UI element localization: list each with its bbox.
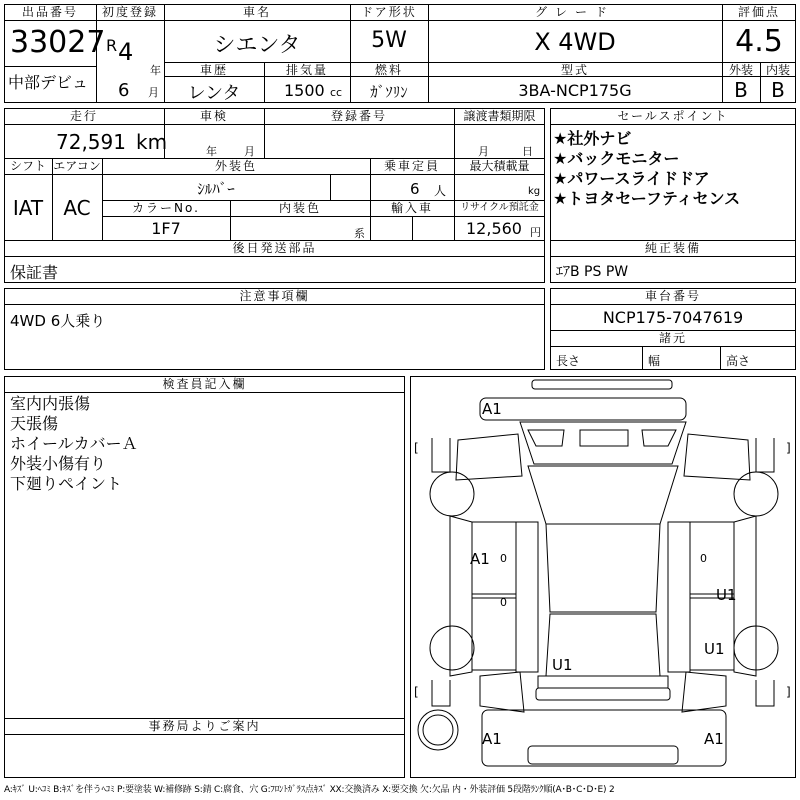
transfer-deadline-label: 譲渡書類期限 — [463, 109, 536, 123]
inspector-label: 検査員記入欄 — [162, 377, 247, 391]
mark-rear-right: A1 — [704, 730, 724, 748]
displacement: 1500 — [284, 81, 325, 100]
mark-right-rear: U1 — [716, 586, 737, 604]
displacement-unit: cc — [330, 86, 343, 99]
shift-label: シフト — [9, 159, 46, 173]
zero-mark: 0 — [700, 552, 707, 565]
grade-label: グレード — [534, 5, 615, 19]
front-bumper — [480, 398, 686, 420]
sales-points-label: セールスポイント — [617, 109, 729, 123]
svg-text:]: ] — [786, 441, 791, 455]
car-name-label: 車名 — [242, 5, 271, 19]
era: R — [106, 36, 118, 55]
notes: 4WD 6人乗り — [10, 312, 106, 330]
color-number-label: カラーNo. — [132, 201, 200, 215]
left-rear-door — [472, 598, 516, 670]
notes-label: 注意事項欄 — [239, 289, 310, 303]
zero-mark: 0 — [500, 596, 507, 609]
inspector-note: 外装小傷有り — [10, 454, 107, 473]
inspection-label: 車検 — [199, 109, 228, 123]
registration-month: 6 — [118, 80, 130, 101]
hood — [520, 422, 686, 464]
interior-grade: B — [771, 78, 785, 102]
width-label: 幅 — [648, 354, 661, 368]
history: レンタ — [187, 83, 241, 104]
recycle-deposit: 12,560 — [466, 219, 522, 238]
recycle-deposit-unit: 円 — [530, 226, 541, 239]
model-code: 3BA-NCP175G — [518, 81, 632, 100]
inspector-note: ホイールカバーＡ — [10, 434, 138, 453]
door-type-label: ドア形状 — [361, 5, 417, 19]
registration-year: 4 — [118, 38, 134, 66]
rear-lower-bar — [482, 710, 726, 766]
mark-front: A1 — [482, 400, 502, 418]
recycle-deposit-label: リサイクル預託金 — [460, 202, 539, 213]
mileage-label: 走行 — [69, 109, 98, 123]
office-info-label: 事務局よりご案内 — [148, 719, 261, 733]
ac: AC — [63, 196, 91, 220]
score-label: 評価点 — [737, 5, 780, 19]
lot-number: 33027 — [10, 25, 106, 60]
spare-tire — [418, 710, 458, 750]
specs-label: 諸元 — [658, 331, 687, 345]
exterior-grade: B — [734, 78, 748, 102]
debut-label: 中部デビュ — [8, 73, 89, 92]
model-code-label: 型式 — [560, 63, 589, 77]
fuel: ｶﾞｿﾘﾝ — [370, 83, 408, 101]
roof — [546, 524, 660, 612]
svg-text:[: [ — [414, 441, 419, 455]
sales-point: ★社外ナビ — [553, 129, 632, 148]
door-type: 5W — [371, 28, 407, 53]
history-label: 車歴 — [199, 63, 228, 77]
mileage-unit: km — [136, 130, 168, 154]
displacement-label: 排気量 — [285, 63, 328, 77]
mark-right-rear-lower: U1 — [704, 640, 725, 658]
year-unit: 年 — [150, 64, 161, 77]
interior-color-label: 内装色 — [278, 201, 321, 215]
lot-number-label: 出品番号 — [21, 5, 78, 19]
transfer-day-unit: 日 — [522, 145, 533, 158]
mark-left-side: A1 — [470, 550, 490, 568]
exterior-color: ｼﾙﾊﾞｰ — [197, 180, 235, 198]
exterior-label: 外装 — [728, 63, 753, 77]
inspection-year-unit: 年 — [206, 145, 217, 158]
front-bumper-top — [532, 380, 672, 389]
sales-point: ★パワースライドドア — [553, 169, 710, 188]
sales-point: ★バックモニター — [553, 149, 680, 168]
mileage: 72,591 — [56, 130, 126, 154]
mark-roof: U1 — [552, 656, 573, 674]
shift: IAT — [12, 196, 44, 220]
back-door — [538, 676, 668, 688]
sales-points-list — [553, 129, 793, 209]
inspection-month-unit: 月 — [244, 145, 255, 158]
chassis-number-label: 車台番号 — [644, 289, 701, 303]
length-label: 長さ — [556, 354, 581, 368]
rear-fender-right — [682, 672, 726, 712]
mark-rear-left: A1 — [482, 730, 502, 748]
inspector-notes — [10, 394, 390, 494]
rear-fender-left — [480, 672, 524, 712]
capacity-label: 乗車定員 — [383, 159, 440, 173]
later-parts-label: 後日発送部品 — [232, 241, 317, 255]
inspector-note: 天張傷 — [10, 414, 59, 433]
right-front-door — [690, 522, 734, 594]
registration-number-label: 登録番号 — [330, 109, 387, 123]
interior-color-unit: 系 — [354, 227, 365, 240]
capacity: 6 — [410, 180, 420, 198]
front-tire-left — [430, 472, 474, 516]
svg-text:]: ] — [786, 685, 791, 699]
vehicle-diagram — [410, 376, 796, 778]
front-fender-left — [456, 434, 522, 480]
right-rear-door — [690, 598, 734, 670]
car-name: シエンタ — [213, 33, 301, 58]
max-load-label: 最大積載量 — [469, 159, 530, 173]
rear-bumper — [536, 688, 670, 700]
import-car-label: 輸入車 — [390, 201, 433, 215]
svg-text:[: [ — [414, 685, 419, 699]
exterior-color-label: 外装色 — [214, 159, 257, 173]
month-unit: 月 — [148, 86, 159, 99]
front-tire-right — [734, 472, 778, 516]
inspector-note: 室内内張傷 — [10, 394, 91, 413]
later-parts: 保証書 — [10, 263, 59, 282]
first-registration-label: 初度登録 — [101, 5, 158, 19]
color-number: 1F7 — [151, 219, 181, 238]
interior-label: 内装 — [765, 63, 790, 77]
height-label: 高さ — [726, 354, 751, 368]
transfer-month-unit: 月 — [478, 145, 489, 158]
rear-tire-left — [430, 626, 474, 670]
genuine-equipment-label: 純正装備 — [644, 241, 701, 255]
capacity-unit: 人 — [434, 184, 447, 198]
sales-point: ★トヨタセーフティセンス — [553, 189, 741, 208]
fuel-label: 燃料 — [374, 63, 403, 77]
windshield — [528, 466, 678, 524]
chassis-number: NCP175-7047619 — [602, 308, 744, 327]
front-fender-right — [684, 434, 750, 480]
max-load-unit: kg — [528, 186, 541, 197]
ac-label: エアコン — [53, 159, 101, 173]
genuine-equipment: ｴｱB PS PW — [556, 264, 629, 280]
inspector-note: 下廻りペイント — [10, 474, 123, 493]
grade: X 4WD — [534, 28, 616, 56]
score: 4.5 — [735, 24, 783, 59]
legend: A:ｷｽﾞ U:ﾍｺﾐ B:ｷｽﾞを伴うﾍｺﾐ P:要塗装 W:補修跡 S:錆 C:腐食、穴 G:ﾌﾛﾝﾄｶﾞﾗｽ点ｷｽﾞ XX:交換済み X:要交換 欠:欠品 内・外装評価 5段階ﾗﾝｸ順(A･B･C･D･E) 2 — [4, 785, 615, 795]
zero-mark: 0 — [500, 552, 507, 565]
